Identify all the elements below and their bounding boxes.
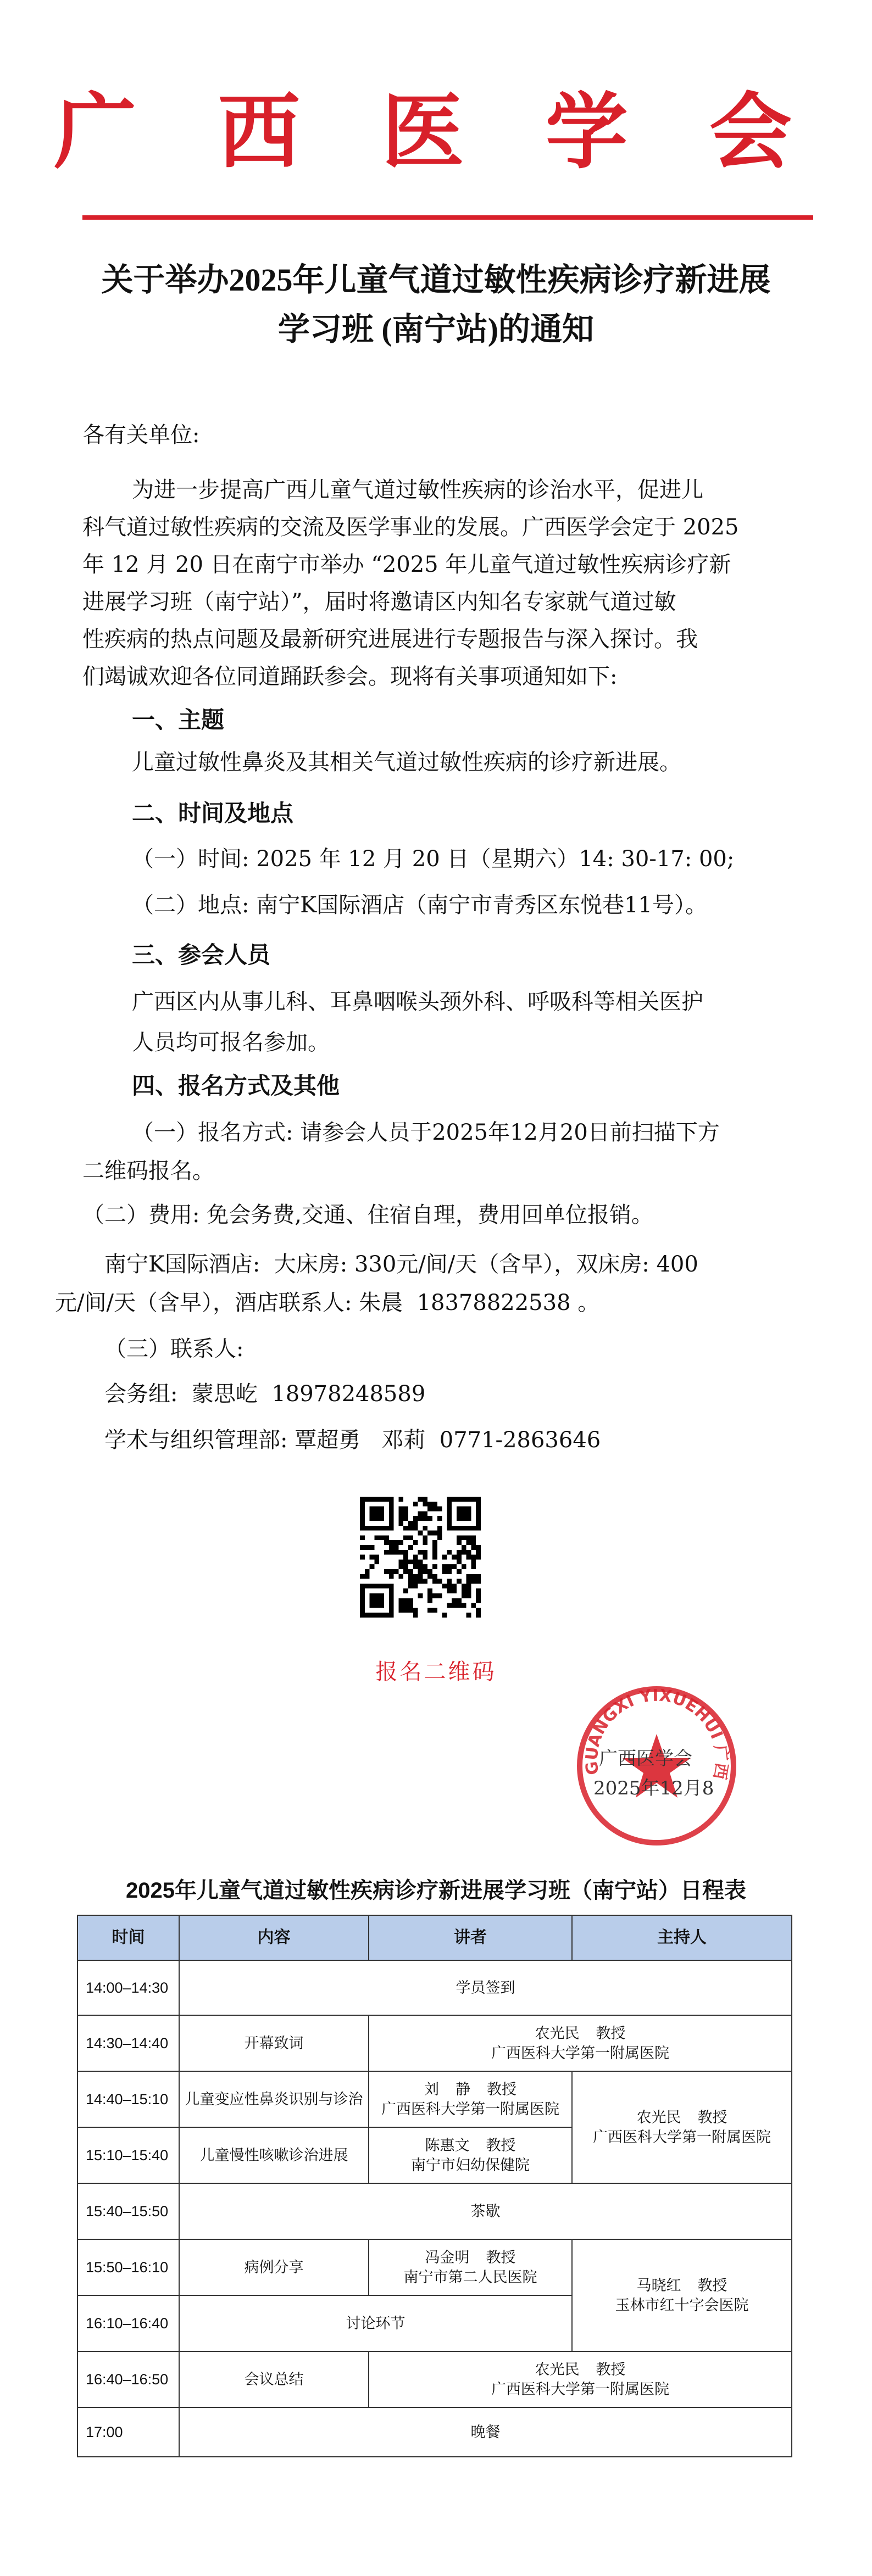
intro-line-4: 进展学习班（南宁站）”，届时将邀请区内知名专家就气道过敏 — [82, 589, 676, 615]
section-time-place-heading: 二、时间及地点 — [132, 800, 294, 826]
schedule-title: 2025年儿童气道过敏性疾病诊疗新进展学习班（南宁站）日程表 — [126, 1878, 746, 1903]
table-row — [77, 2183, 792, 2239]
contact-academic: 学术与组织管理部: 覃超勇 邓莉 0771-2863646 — [104, 1428, 601, 1453]
document-title-line2: 学习班 (南宁站)的通知 — [277, 311, 595, 347]
speaker-org: 南宁市第二人民医院 — [403, 2269, 537, 2285]
registration-line-2: 二维码报名。 — [82, 1158, 214, 1184]
speaker-name: 农光民 教授 — [535, 2025, 626, 2042]
row-time: 14:30–14:40 — [77, 2015, 179, 2071]
intro-line-6: 们竭诚欢迎各位同道踊跃参会。现将有关事项通知如下: — [82, 664, 618, 689]
attendees-line-1: 广西区内从事儿科、耳鼻咽喉头颈外科、呼吸科等相关医护 — [132, 989, 703, 1014]
row-content: 学员签到 — [179, 1960, 792, 2015]
intro-line-2: 科气道过敏性疾病的交流及医学事业的发展。广西医学会定于 2025 — [82, 515, 739, 540]
row-time: 16:10–16:40 — [77, 2295, 179, 2351]
speaker-name: 冯金明 教授 — [425, 2249, 516, 2266]
registration-line-1: （一）报名方式: 请参会人员于2025年12月20日前扫描下方 — [132, 1120, 720, 1145]
row-speaker — [369, 2015, 792, 2071]
host-name: 农光民 教授 — [636, 2109, 727, 2126]
row-content: 儿童慢性咳嗽诊治进展 — [179, 2127, 369, 2183]
seal-sign-org: 广西医学会 — [599, 1748, 692, 1770]
section-attendees-heading: 三、参会人员 — [132, 942, 271, 968]
row-time: 14:40–15:10 — [77, 2071, 179, 2127]
schedule-table — [77, 1915, 792, 2457]
host-org: 广西医科大学第一附属医院 — [593, 2129, 771, 2145]
table-row — [77, 2407, 792, 2457]
event-time: （一）时间: 2025 年 12 月 20 日（星期六）14: 30-17: 00; — [132, 846, 735, 872]
row-speaker — [369, 2351, 792, 2407]
row-time: 17:00 — [77, 2407, 179, 2457]
header-host: 主持人 — [572, 1915, 792, 1960]
document-title-line1: 关于举办2025年儿童气道过敏性疾病诊疗新进展 — [101, 262, 771, 298]
intro-line-3: 年 12 月 20 日在南宁市举办 “2025 年儿童气道过敏性疾病诊疗新 — [82, 552, 731, 577]
row-time: 15:40–15:50 — [77, 2183, 179, 2239]
row-content: 茶歇 — [179, 2183, 792, 2239]
row-content: 晚餐 — [179, 2407, 792, 2457]
intro-line-1: 为进一步提高广西儿童气道过敏性疾病的诊治水平，促进儿 — [132, 477, 703, 503]
table-row — [77, 1960, 792, 2015]
letterhead-divider — [82, 215, 813, 220]
svg-text:GUANGXI YIXUEHUI 广西医学会: GUANGXI YIXUEHUI 广西 — [582, 1686, 731, 1781]
row-content: 开幕致词 — [179, 2015, 369, 2071]
section-theme-heading: 一、主题 — [132, 707, 225, 733]
attendees-line-2: 人员均可报名参加。 — [132, 1030, 330, 1055]
speaker-name: 陈惠文 教授 — [425, 2137, 516, 2154]
host-name: 马晓红 教授 — [636, 2277, 727, 2294]
row-time: 14:00–14:30 — [77, 1960, 179, 2015]
hotel-line-2: 元/间/天（含早），酒店联系人: 朱晨 18378822538 。 — [55, 1290, 600, 1315]
section-registration-heading: 四、报名方式及其他 — [132, 1073, 340, 1099]
section-theme-text: 儿童过敏性鼻炎及其相关气道过敏性疾病的诊疗新进展。 — [132, 750, 681, 775]
qr-caption: 报名二维码 — [375, 1659, 497, 1685]
table-header-row — [77, 1915, 792, 1960]
seal-sign-date: 2025年12月8 — [593, 1777, 714, 1799]
row-host — [572, 2239, 792, 2351]
speaker-org: 广西医科大学第一附属医院 — [491, 2045, 669, 2061]
table-row — [77, 2239, 792, 2295]
contact-conference: 会务组: 蒙思屹 18978248589 — [104, 1381, 426, 1407]
row-content: 讨论环节 — [179, 2295, 572, 2351]
table-row — [77, 2351, 792, 2407]
speaker-org: 广西医科大学第一附属医院 — [491, 2381, 669, 2397]
table-row — [77, 2071, 792, 2127]
intro-line-5: 性疾病的热点问题及最新研究进展进行专题报告与深入探讨。我 — [82, 627, 698, 652]
org-name: 广 西 医 学 会 — [54, 83, 818, 180]
row-speaker — [369, 2239, 572, 2295]
row-content: 会议总结 — [179, 2351, 369, 2407]
speaker-org: 广西医科大学第一附属医院 — [381, 2101, 559, 2117]
speaker-name: 农光民 教授 — [535, 2361, 626, 2378]
row-time: 16:40–16:50 — [77, 2351, 179, 2407]
fee-line: （二）费用: 免会务费,交通、住宿自理，费用回单位报销。 — [82, 1202, 653, 1228]
row-content: 病例分享 — [179, 2239, 369, 2295]
row-speaker — [369, 2127, 572, 2183]
header-content: 内容 — [179, 1915, 369, 1960]
salutation: 各有关单位: — [82, 422, 200, 448]
table-row — [77, 2015, 792, 2071]
row-time: 15:10–15:40 — [77, 2127, 179, 2183]
row-time: 15:50–16:10 — [77, 2239, 179, 2295]
row-host — [572, 2071, 792, 2183]
header-speaker: 讲者 — [369, 1915, 572, 1960]
speaker-name: 刘 静 教授 — [424, 2081, 516, 2098]
event-place: （二）地点: 南宁K国际酒店（南宁市青秀区东悦巷11号）。 — [132, 893, 707, 918]
row-content: 儿童变应性鼻炎识别与诊治 — [179, 2071, 369, 2127]
header-time: 时间 — [77, 1915, 179, 1960]
contact-heading: （三）联系人: — [104, 1336, 244, 1362]
row-speaker — [369, 2071, 572, 2127]
host-org: 玉林市红十字会医院 — [615, 2297, 749, 2313]
speaker-org: 南宁市妇幼保健院 — [411, 2157, 530, 2173]
hotel-line-1: 南宁K国际酒店: 大床房: 330元/间/天（含早），双床房: 400 — [104, 1252, 698, 1277]
registration-qr-code[interactable] — [360, 1497, 481, 1618]
